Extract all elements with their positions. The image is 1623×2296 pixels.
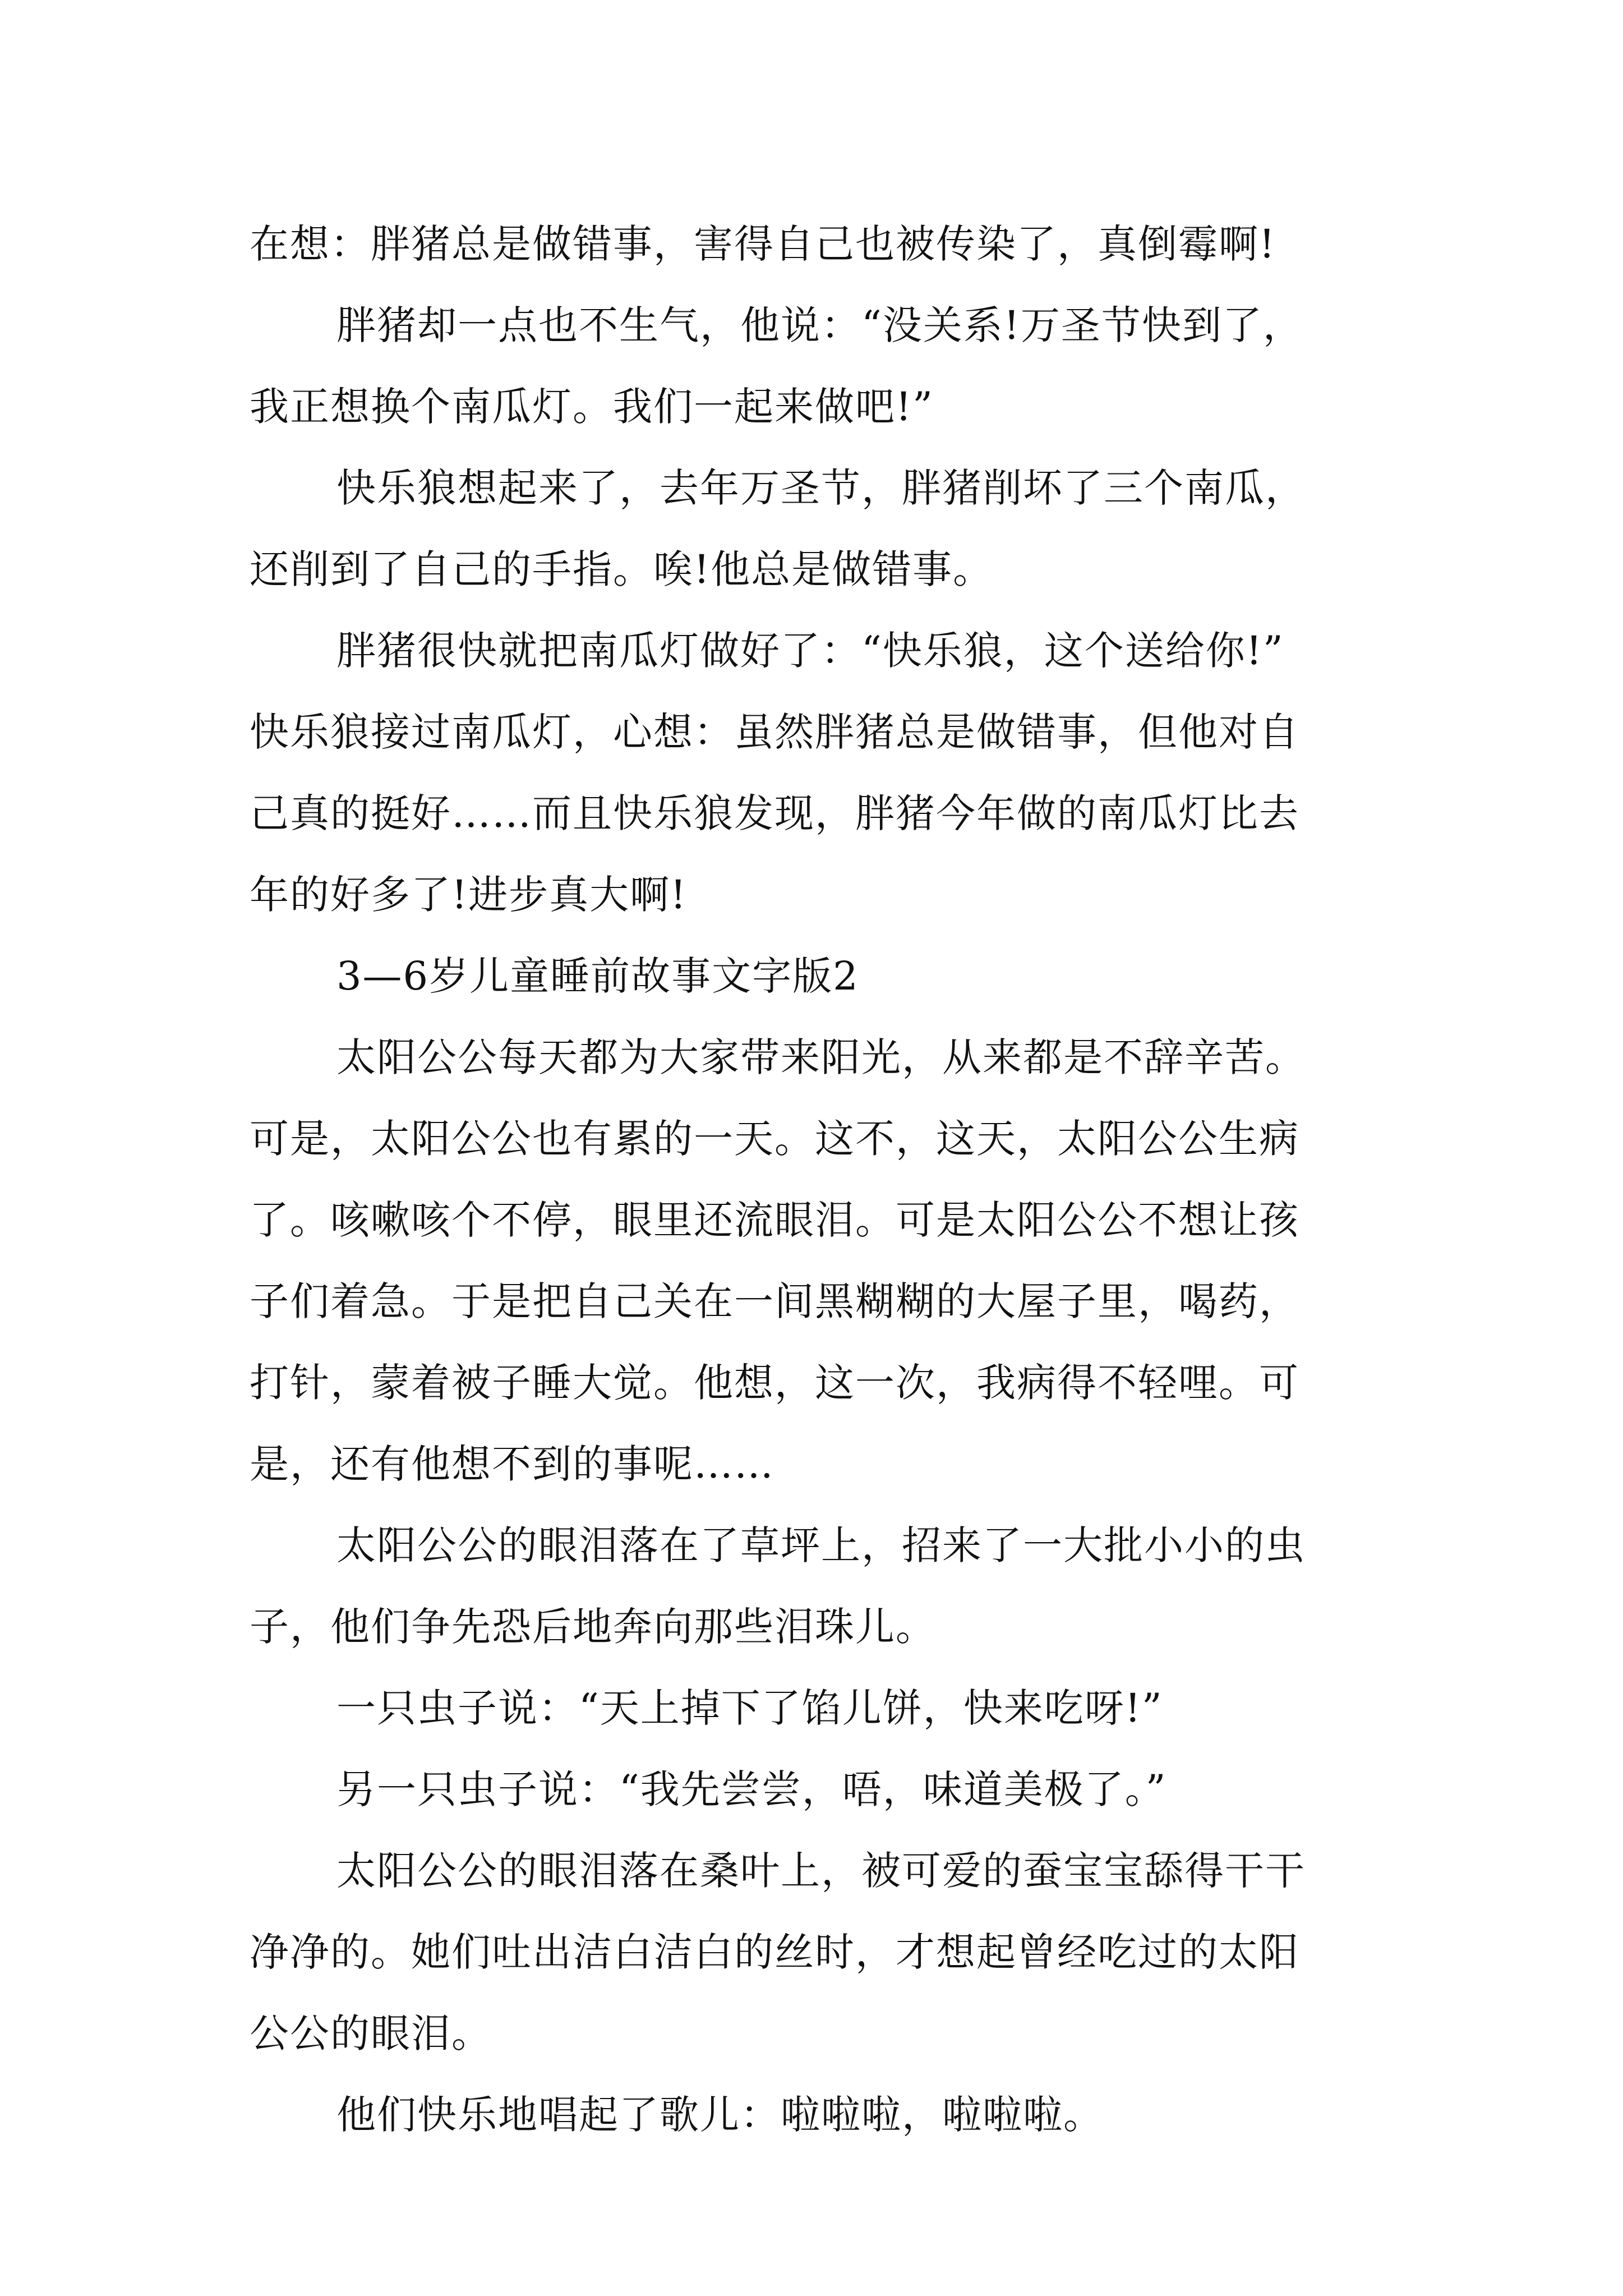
paragraph-start: 太阳公公的眼泪落在了草坪上，招来了一大批小小的虫	[336, 1522, 1306, 1568]
text-line: 净净的。她们吐出洁白洁白的丝时，才想起曾经吃过的太阳	[250, 1929, 1299, 1975]
text-line: 我正想换个南瓜灯。我们一起来做吧!”	[250, 384, 934, 430]
text-line: 公公的眼泪。	[250, 2010, 492, 2056]
text-line: 还削到了自己的手指。唉!他总是做错事。	[250, 546, 994, 592]
paragraph-start: 他们快乐地唱起了歌儿：啦啦啦，啦啦啦。	[336, 2092, 1104, 2138]
text-line: 子们着急。于是把自己关在一间黑糊糊的大屋子里，喝药，	[250, 1278, 1299, 1324]
text-line: 可是，太阳公公也有累的一天。这不，这天，太阳公公生病	[250, 1116, 1299, 1162]
text-line: 打针，蒙着被子睡大觉。他想，这一次，我病得不轻哩。可	[250, 1360, 1299, 1406]
paragraph-start: 胖猪却一点也不生气，他说：“没关系!万圣节快到了，	[336, 302, 1303, 348]
text-line: 年的好多了!进步真大啊!	[250, 872, 688, 918]
text-line: 了。咳嗽咳个不停，眼里还流眼泪。可是太阳公公不想让孩	[250, 1197, 1299, 1243]
text-line: 己真的挺好……而且快乐狼发现，胖猪今年做的南瓜灯比去	[250, 790, 1299, 836]
section-heading: 3—6岁儿童睡前故事文字版2	[336, 953, 859, 999]
paragraph-start: 快乐狼想起来了，去年万圣节，胖猪削坏了三个南瓜，	[336, 465, 1306, 511]
paragraph-start: 太阳公公每天都为大家带来阳光，从来都是不辞辛苦。	[336, 1034, 1306, 1080]
paragraph-start: 一只虫子说：“天上掉下了馅儿饼，快来吃呀!”	[336, 1685, 1163, 1731]
paragraph-start: 另一只虫子说：“我先尝尝，唔，味道美极了。”	[336, 1766, 1167, 1812]
text-line: 子，他们争先恐后地奔向那些泪珠儿。	[250, 1604, 936, 1650]
text-line: 快乐狼接过南瓜灯，心想：虽然胖猪总是做错事，但他对自	[250, 709, 1299, 755]
text-line: 是，还有他想不到的事呢……	[250, 1441, 774, 1487]
text-line: 在想：胖猪总是做错事，害得自己也被传染了，真倒霉啊!	[250, 221, 1276, 267]
paragraph-start: 胖猪很快就把南瓜灯做好了：“快乐狼，这个送给你!”	[336, 628, 1284, 674]
paragraph-start: 太阳公公的眼泪落在桑叶上，被可爱的蚕宝宝舔得干干	[336, 1848, 1306, 1894]
